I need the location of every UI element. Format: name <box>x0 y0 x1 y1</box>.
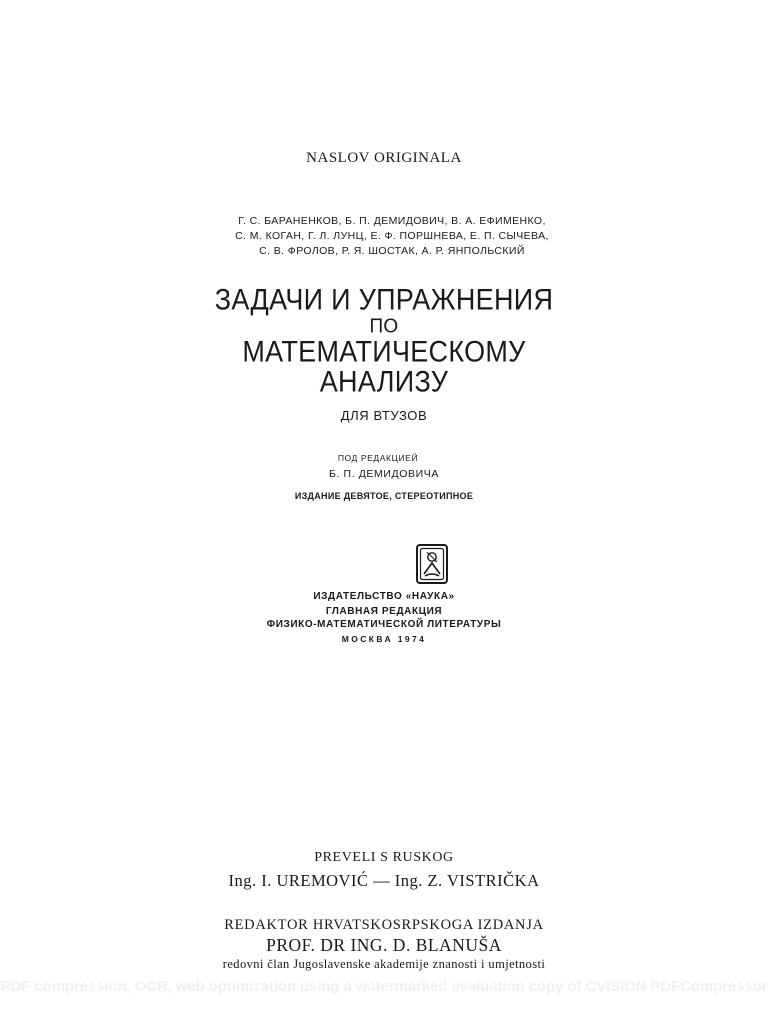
croatian-editor-title: redovni član Jugoslavenske akademije znanosti i umjetnosti <box>222 957 546 971</box>
editor-label: ПОД РЕДАКЦИЕЙ <box>337 453 419 463</box>
book-title-line-4: АНАЛИЗУ <box>319 365 449 399</box>
authors-line-3: С. В. ФРОЛОВ, Р. Я. ШОСТАК, А. Р. ЯНПОЛЬСКИЙ <box>259 245 525 257</box>
translated-from-label: PREVELI S RUSKOG <box>314 850 454 865</box>
croatian-editor-name: PROF. DR ING. D. BLANUŠA <box>266 935 502 955</box>
watermark-text: PDF compression, OCR, web optimization using a watermarked evaluation copy of CVISION PDFCompressor <box>0 978 768 995</box>
editor-name: Б. П. ДЕМИДОВИЧА <box>329 468 439 480</box>
croatian-editor-label: REDAKTOR HRVATSKOSRPSKOGA IZDANJA <box>224 917 544 933</box>
edition-note: ИЗДАНИЕ ДЕВЯТОЕ, СТЕРЕОТИПНОЕ <box>294 491 474 501</box>
original-title-heading: NASLOV ORIGINALA <box>306 150 462 166</box>
publisher-name: ИЗДАТЕЛЬСТВО «НАУКА» <box>313 591 455 602</box>
publisher-department: ФИЗИКО-МАТЕМАТИЧЕСКОЙ ЛИТЕРАТУРЫ <box>266 619 502 630</box>
book-title-line-3: МАТЕМАТИЧЕСКОМУ <box>242 335 526 369</box>
translators-names: Ing. I. UREMOVIĆ — Ing. Z. VISTRIČKA <box>228 871 540 890</box>
publisher-division: ГЛАВНАЯ РЕДАКЦИЯ <box>325 606 443 617</box>
book-subtitle: ДЛЯ ВТУЗОВ <box>340 408 428 423</box>
book-title-line-2: ПО <box>369 315 399 338</box>
publisher-emblem-icon <box>415 543 449 585</box>
book-title-line-1: ЗАДАЧИ И УПРАЖНЕНИЯ <box>214 283 554 317</box>
publication-place-year: МОСКВА 1974 <box>341 634 427 644</box>
authors-line-1: Г. С. БАРАНЕНКОВ, Б. П. ДЕМИДОВИЧ, В. А. ЕФИМЕНКО, <box>238 215 546 227</box>
authors-line-2: С. М. КОГАН, Г. Л. ЛУНЦ, Е. Ф. ПОРШНЕВА, Е. П. СЫЧЕВА, <box>235 230 549 242</box>
